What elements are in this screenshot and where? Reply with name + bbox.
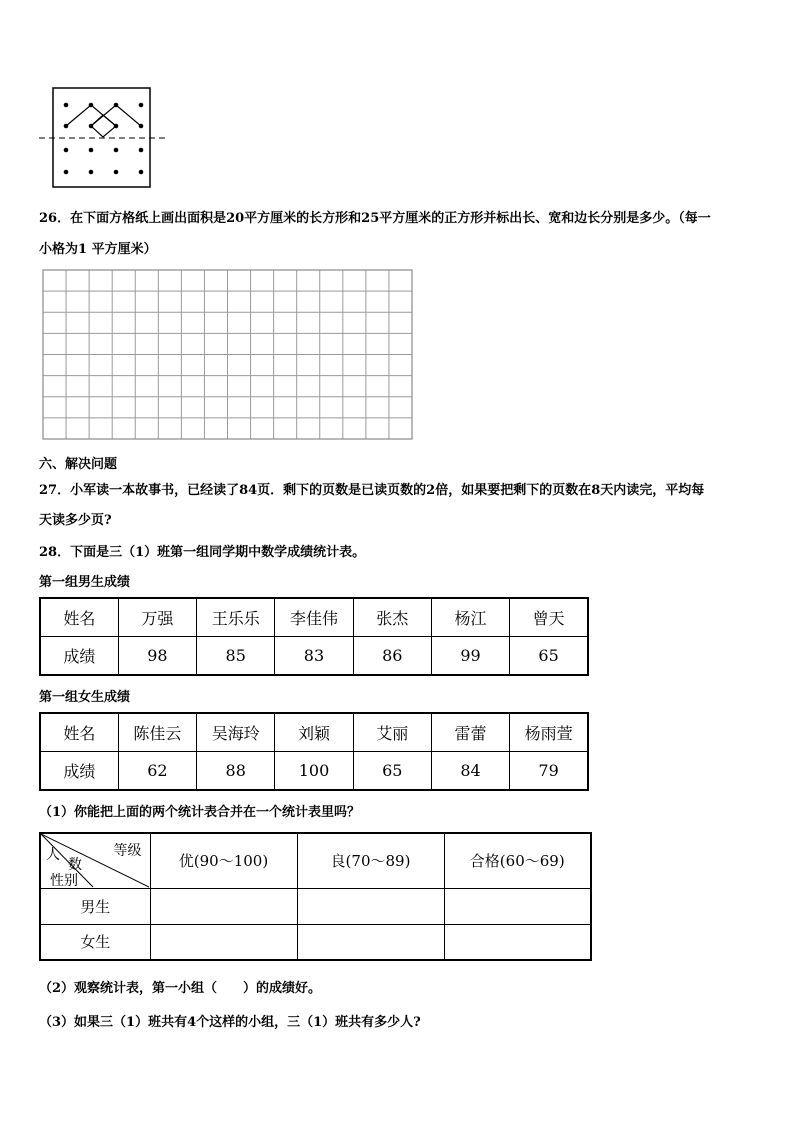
table-cell: 雷蕾 — [431, 713, 509, 752]
square-grid-paper — [42, 269, 414, 441]
table-cell: 83 — [275, 637, 353, 676]
boys-score-table — [39, 597, 589, 676]
corner-header-cell — [40, 833, 150, 888]
merged-stats-table — [39, 832, 592, 961]
table-row — [40, 924, 591, 960]
q28-sub2: （2）观察统计表，第一小组（ ）的成绩好。 — [39, 981, 322, 996]
table-cell: 100 — [275, 752, 353, 791]
table-cell: 62 — [118, 752, 196, 791]
answer-cell[interactable] — [444, 924, 591, 960]
table-cell: 王乐乐 — [197, 598, 275, 637]
table-cell: 98 — [118, 637, 196, 676]
column-header-pass: 合格(60～69) — [444, 833, 591, 888]
table-cell: 姓名 — [40, 713, 118, 752]
corner-grade-label: 等级 — [113, 843, 142, 859]
answer-cell[interactable] — [150, 924, 297, 960]
table-cell: 85 — [197, 637, 275, 676]
table-cell: 65 — [353, 752, 431, 791]
table-cell: 张杰 — [353, 598, 431, 637]
table-cell: 艾丽 — [353, 713, 431, 752]
q27-line1: 27．小军读一本故事书，已经读了84页．剩下的页数是已读页数的2倍，如果要把剩下的页数在8天内读完，平均每 — [39, 483, 705, 498]
table-cell: 65 — [510, 637, 588, 676]
table-cell: 杨江 — [431, 598, 509, 637]
table-cell: 86 — [353, 637, 431, 676]
boys-table-caption: 第一组男生成绩 — [39, 575, 131, 590]
table-cell: 陈佳云 — [118, 713, 196, 752]
table-cell: 刘颖 — [275, 713, 353, 752]
table-cell: 吴海玲 — [197, 713, 275, 752]
answer-cell[interactable] — [444, 888, 591, 924]
table-cell: 88 — [197, 752, 275, 791]
girls-table-caption: 第一组女生成绩 — [39, 690, 131, 705]
row-label-girls: 女生 — [40, 924, 150, 960]
corner-count-label-a: 人 — [46, 847, 60, 863]
q27-line2: 天读多少页? — [39, 513, 112, 528]
q26-line1: 26．在下面方格纸上画出面积是20平方厘米的长方形和25平方厘米的正方形并标出长、宽和边长分别是多少。（每一 — [39, 211, 711, 226]
answer-cell[interactable] — [297, 924, 444, 960]
corner-gender-label: 性别 — [50, 873, 78, 889]
figure-lines — [66, 105, 141, 137]
column-header-excellent: 优(90～100) — [150, 833, 297, 888]
answer-cell[interactable] — [297, 888, 444, 924]
table-cell: 李佳伟 — [275, 598, 353, 637]
q28-sub1: （1）你能把上面的两个统计表合并在一个统计表里吗？ — [39, 805, 361, 820]
answer-cell[interactable] — [150, 888, 297, 924]
table-row — [40, 888, 591, 924]
section-six-heading: 六、解决问题 — [39, 457, 118, 472]
q28-sub3: （3）如果三（1）班共有4个这样的小组，三（1）班共有多少人? — [39, 1015, 421, 1030]
row-label-boys: 男生 — [40, 888, 150, 924]
table-row — [40, 713, 588, 752]
q26-line2: 小格为1 平方厘米） — [39, 242, 157, 257]
corner-count-label-b: 数 — [68, 857, 82, 873]
q28-title: 28．下面是三（1）班第一组同学期中数学成绩统计表。 — [39, 545, 366, 560]
girls-score-table — [39, 712, 589, 791]
dot-figure — [38, 86, 170, 190]
table-cell: 成绩 — [40, 752, 118, 791]
table-cell: 杨雨萱 — [510, 713, 588, 752]
table-row — [40, 752, 588, 791]
table-cell: 79 — [510, 752, 588, 791]
table-cell: 万强 — [118, 598, 196, 637]
table-cell: 曾天 — [510, 598, 588, 637]
table-cell: 成绩 — [40, 637, 118, 676]
table-row — [40, 637, 588, 676]
table-cell: 99 — [431, 637, 509, 676]
column-header-good: 良(70～89) — [297, 833, 444, 888]
table-row — [40, 598, 588, 637]
table-cell: 姓名 — [40, 598, 118, 637]
table-row — [40, 833, 591, 888]
table-cell: 84 — [431, 752, 509, 791]
